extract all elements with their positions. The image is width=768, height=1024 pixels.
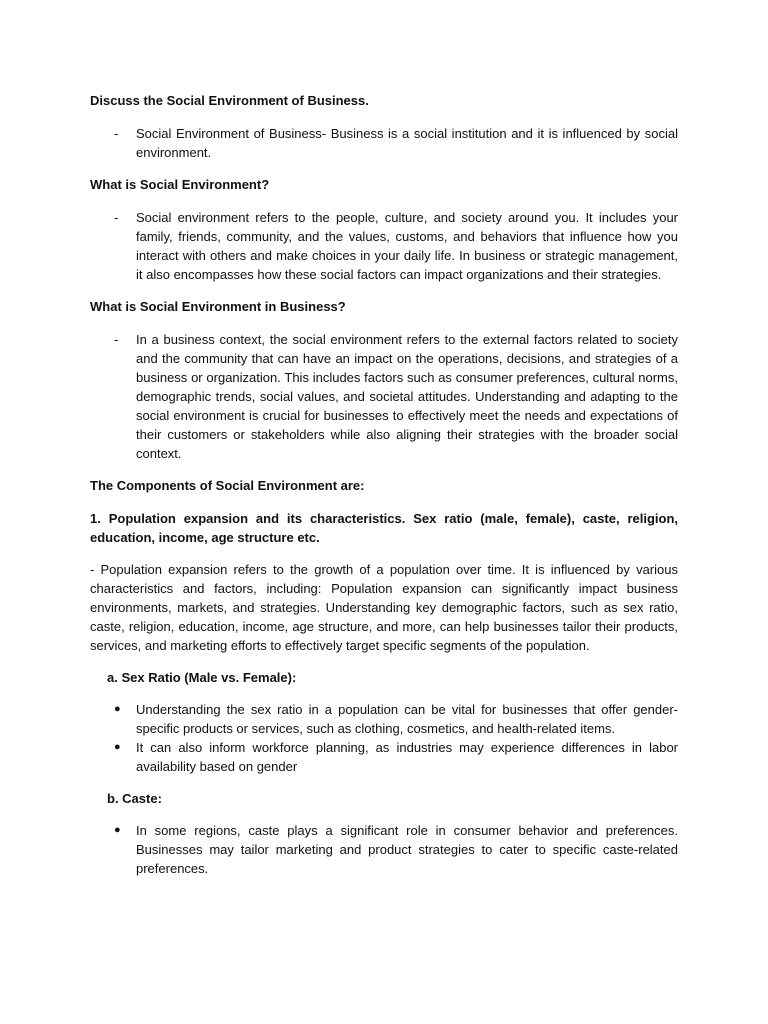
dash-marker: - [114, 332, 119, 347]
bullet-icon: ● [114, 703, 121, 715]
dash-item [90, 124, 678, 162]
paragraph-social-env-definition: Social environment refers to the people, culture, and society around you. It includes your family, friends, community, and the values, customs, and behaviors that influence how you interact with others and make choices in your daily life. In business or strategic management, it also encompasses how these social factors can impact organizations and their strategies. [136, 210, 678, 282]
heading-discuss: Discuss the Social Environment of Business. [90, 93, 369, 108]
bullet-list-sex-ratio [90, 700, 678, 776]
bullet-text: In some regions, caste plays a significant role in consumer behavior and preferences. Businesses may tailor marketing and product strategies to cater to specific caste-related preferences. [136, 823, 678, 876]
list-item [90, 738, 678, 776]
bullet-icon: ● [114, 741, 121, 753]
list-item [90, 821, 678, 878]
bullet-text: Understanding the sex ratio in a population can be vital for businesses that offer gender-specific products or services, such as clothing, cosmetics, and health-related items. [136, 702, 678, 736]
dash-marker: - [114, 126, 119, 141]
dash-item [90, 208, 678, 284]
heading-social-env-in-business: What is Social Environment in Business? [90, 299, 346, 314]
bullet-list-caste [90, 821, 678, 878]
heading-components: The Components of Social Environment are: [90, 478, 365, 493]
paragraph-social-env-business: Social Environment of Business- Business is a social institution and it is influenced by social environment. [136, 126, 678, 160]
bullet-icon: ● [114, 824, 121, 836]
paragraph-business-context: In a business context, the social environment refers to the external factors related to society and the community that can have an impact on the operations, decisions, and strategies of a business or organization. This includes factors such as consumer preferences, cultural norms, demographic trends, social values, and societal attitudes. Understanding and adapting to the social environment is crucial for businesses to effectively meet the needs and expectations of their customers or stakeholders while also aligning their strategies with the broader social context. [136, 332, 678, 461]
heading-what-is-social-env: What is Social Environment? [90, 177, 270, 192]
subheading-caste: b. Caste: [107, 791, 162, 806]
dash-item [90, 330, 678, 463]
dash-marker: - [114, 210, 119, 225]
paragraph-population-expansion: - Population expansion refers to the growth of a population over time. It is influenced by various characteristics and factors, including: Population expansion can significantly impact business environments, markets, and strategies. Understanding key demographic factors, such as sex ratio, caste, religion, education, income, age structure, and more, can help businesses tailor their products, services, and marketing efforts to effectively target specific segments of the population. [90, 562, 678, 653]
bullet-text: It can also inform workforce planning, as industries may experience differences in labor availability based on gender [136, 740, 678, 774]
heading-population-expansion: 1. Population expansion and its characteristics. Sex ratio (male, female), caste, religion, education, income, age structure etc. [90, 511, 678, 545]
list-item [90, 700, 678, 738]
subheading-sex-ratio: a. Sex Ratio (Male vs. Female): [107, 670, 297, 685]
